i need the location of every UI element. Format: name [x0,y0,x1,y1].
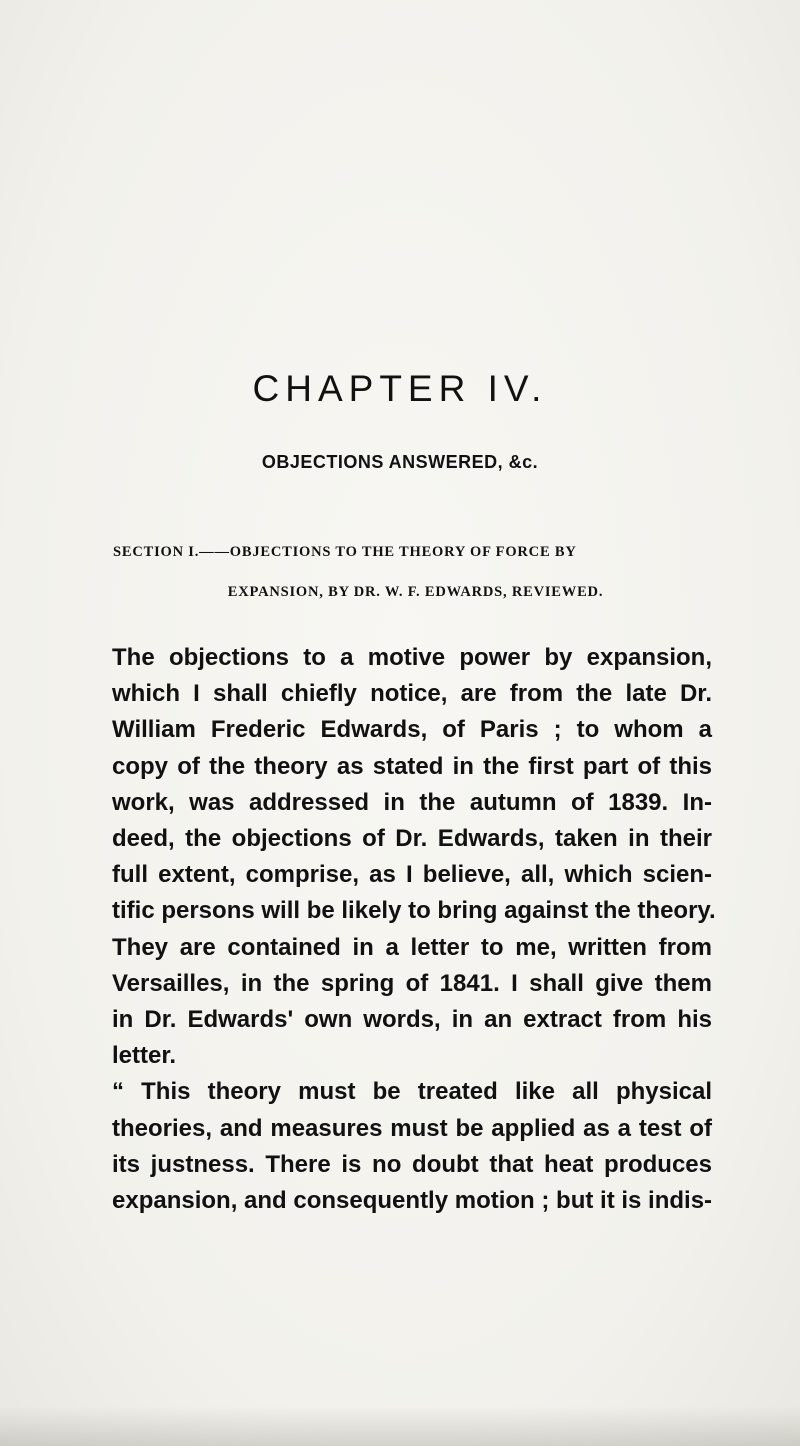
section-heading [113,532,718,612]
chapter-title: CHAPTER IV. [252,368,548,409]
body-line: The objections to a motive power by expansion, [112,644,712,671]
page-edge-shadow [0,1406,800,1446]
body-line: “ This theory must be treated like all physical [112,1078,712,1106]
chapter-subtitle: OBJECTIONS ANSWERED, &c. [261,452,539,472]
body-line: its justness. There is no doubt that heat produces [112,1150,712,1178]
body-text [112,640,716,1219]
body-line: theories, and measures must be applied as a test of [112,1114,712,1142]
body-line: copy of the theory as stated in the first part of this [112,752,712,780]
body-line: which I shall chiefly notice, are from the late Dr. [112,680,712,708]
body-line: letter. [112,1042,177,1070]
body-line: in Dr. Edwards' own words, in an extract from his [112,1006,712,1034]
body-line: William Frederic Edwards, of Paris ; to whom a [112,716,712,744]
body-line: Versailles, in the spring of 1841. I shall give them [112,969,712,997]
body-line: They are contained in a letter to me, written from [112,933,712,961]
body-line: full extent, comprise, as I believe, all, which scien- [112,861,712,889]
body-line: work, was addressed in the autumn of 1839. In- [112,788,712,816]
body-line: deed, the objections of Dr. Edwards, taken in their [112,825,712,853]
section-heading-line-2: EXPANSION, BY DR. W. F. EDWARDS, REVIEWED. [227,584,604,600]
section-heading-line-1: SECTION I.——OBJECTIONS TO THE THEORY OF FORCE BY [113,544,577,560]
body-line: expansion, and consequently motion ; but it is indis- [112,1187,713,1215]
body-line: tific persons will be likely to bring against the theory. [112,897,716,925]
